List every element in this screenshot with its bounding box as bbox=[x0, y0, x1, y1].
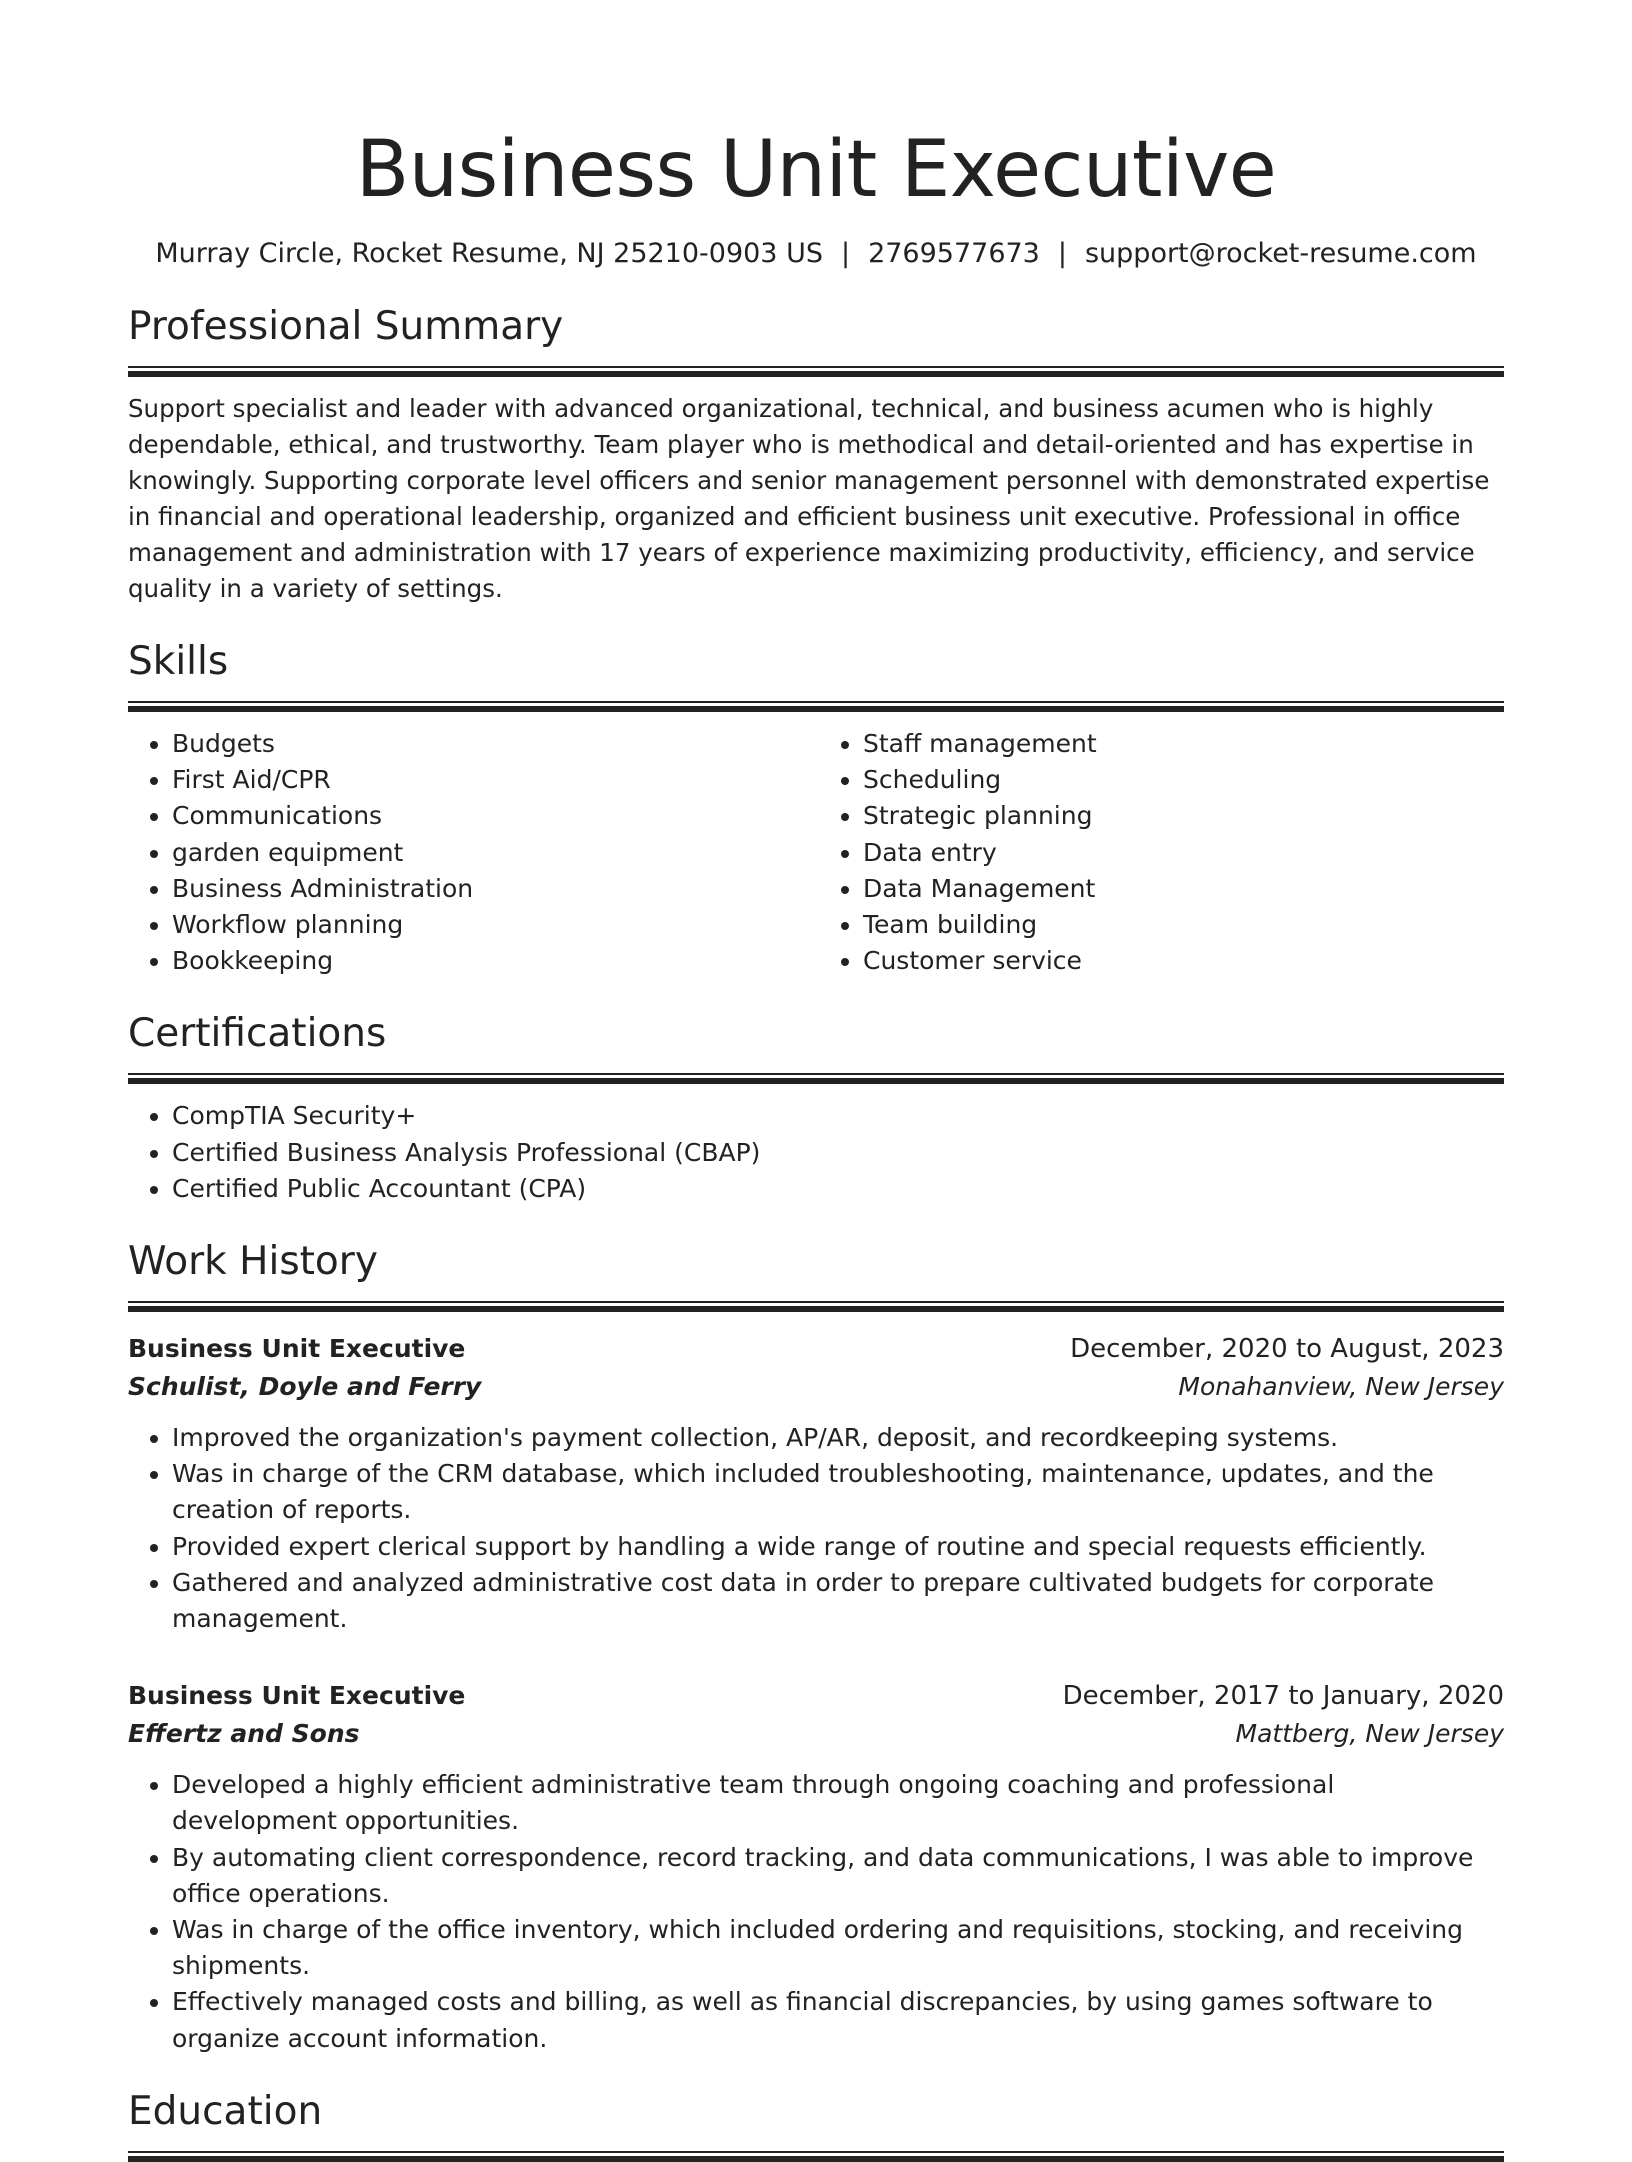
job-bullet: • Improved the organization's payment collection, AP/AR, deposit, and recordkeeping systems. bbox=[172, 1420, 1504, 1456]
job-bullet: • By automating client correspondence, record tracking, and data communications, I was able to improve office operations. bbox=[172, 1840, 1504, 1912]
job-bullet: • Gathered and analyzed administrative cost data in order to prepare cultivated budgets for corporate management. bbox=[172, 1565, 1504, 1637]
job-header-row bbox=[128, 1677, 1504, 1715]
contact-separator: | bbox=[840, 238, 851, 269]
skill-item: • Data entry bbox=[863, 835, 1504, 871]
job-bullets bbox=[128, 1767, 1504, 2057]
skill-item: • First Aid/CPR bbox=[172, 762, 813, 798]
skills-section-title: Skills bbox=[128, 639, 229, 684]
job-title: Business Unit Executive bbox=[128, 1681, 466, 1711]
certification-item: • Certified Business Analysis Professional (CBAP) bbox=[172, 1135, 1504, 1171]
skill-item: • Bookkeeping bbox=[172, 943, 813, 979]
job-entry bbox=[128, 1330, 1504, 1637]
section-divider bbox=[128, 2151, 1504, 2162]
job-bullet: • Was in charge of the CRM database, which included troubleshooting, maintenance, updates, and the creation of reports. bbox=[172, 1456, 1504, 1528]
skill-item: • Scheduling bbox=[863, 762, 1504, 798]
skills-column-2 bbox=[813, 726, 1504, 979]
job-location: Mattberg, New Jersey bbox=[1235, 1719, 1504, 1749]
skill-item: • Data Management bbox=[863, 871, 1504, 907]
job-bullet: • Provided expert clerical support by handling a wide range of routine and special requests efficiently. bbox=[172, 1529, 1504, 1565]
certification-item: • CompTIA Security+ bbox=[172, 1098, 1504, 1134]
job-entry bbox=[128, 1677, 1504, 2057]
skill-item: • garden equipment bbox=[172, 835, 813, 871]
education-section-title: Education bbox=[128, 2088, 323, 2134]
skill-item: • Business Administration bbox=[172, 871, 813, 907]
skills-column-1 bbox=[128, 726, 813, 979]
contact-line bbox=[128, 236, 1504, 272]
job-header-row bbox=[128, 1330, 1504, 1368]
skill-item: • Customer service bbox=[863, 943, 1504, 979]
certification-item: • Certified Public Accountant (CPA) bbox=[172, 1171, 1504, 1207]
job-company: Effertz and Sons bbox=[128, 1719, 360, 1749]
certifications-section-title: Certifications bbox=[128, 1011, 387, 1057]
certifications-section-header bbox=[128, 1009, 1504, 1084]
contact-address: Murray Circle, Rocket Resume, NJ 25210-0903 US bbox=[155, 238, 823, 269]
job-title: Business Unit Executive bbox=[128, 1334, 466, 1364]
skill-item: • Team building bbox=[863, 907, 1504, 943]
skill-item: • Staff management bbox=[863, 726, 1504, 762]
section-divider bbox=[128, 701, 1504, 712]
job-company-row bbox=[128, 1715, 1504, 1753]
work-section-title: Work History bbox=[128, 1239, 378, 1285]
resume-name: Business Unit Executive bbox=[355, 125, 1277, 215]
job-company: Schulist, Doyle and Ferry bbox=[128, 1372, 482, 1402]
certifications-list bbox=[128, 1098, 1504, 1207]
skill-item: • Budgets bbox=[172, 726, 813, 762]
contact-email: support@rocket-resume.com bbox=[1084, 238, 1477, 269]
job-bullets bbox=[128, 1420, 1504, 1637]
job-bullet: • Effectively managed costs and billing, as well as financial discrepancies, by using games software to organize account information. bbox=[172, 1984, 1504, 2056]
summary-section-title: Professional Summary bbox=[128, 304, 564, 349]
summary-section-header bbox=[128, 302, 1504, 377]
section-divider bbox=[128, 1301, 1504, 1312]
job-dates: December, 2017 to January, 2020 bbox=[1062, 1681, 1504, 1712]
skill-item: • Communications bbox=[172, 798, 813, 834]
skill-item: • Strategic planning bbox=[863, 798, 1504, 834]
section-divider bbox=[128, 1073, 1504, 1084]
summary-text: Support specialist and leader with advanced organizational, technical, and business acumen who is highly dependable, ethical, and trustworthy. Team player who is methodical and detail-oriented and has expertise in knowingly. Supporting corporate level officers and senior management personnel with demonstrated expertise in financial and operational leadership, organized and efficient business unit executive. Professional in office management and administration with 17 years of experience maximizing productivity, efficiency, and service quality in a variety of settings. bbox=[128, 394, 1490, 603]
work-section-header bbox=[128, 1237, 1504, 1312]
skill-item: • Workflow planning bbox=[172, 907, 813, 943]
education-section-header bbox=[128, 2087, 1504, 2162]
contact-separator: | bbox=[1057, 238, 1067, 269]
job-company-row bbox=[128, 1368, 1504, 1406]
job-bullet: • Developed a highly efficient administrative team through ongoing coaching and professional development opportunities. bbox=[172, 1767, 1504, 1839]
skills-section-header bbox=[128, 637, 1504, 712]
job-location: Monahanview, New Jersey bbox=[1178, 1372, 1504, 1402]
section-divider bbox=[128, 366, 1504, 377]
job-bullet: • Was in charge of the office inventory, which included ordering and requisitions, stocking, and receiving shipments. bbox=[172, 1912, 1504, 1984]
contact-phone: 2769577673 bbox=[868, 238, 1040, 269]
job-dates: December, 2020 to August, 2023 bbox=[1070, 1334, 1504, 1365]
skills-list bbox=[128, 726, 1504, 979]
